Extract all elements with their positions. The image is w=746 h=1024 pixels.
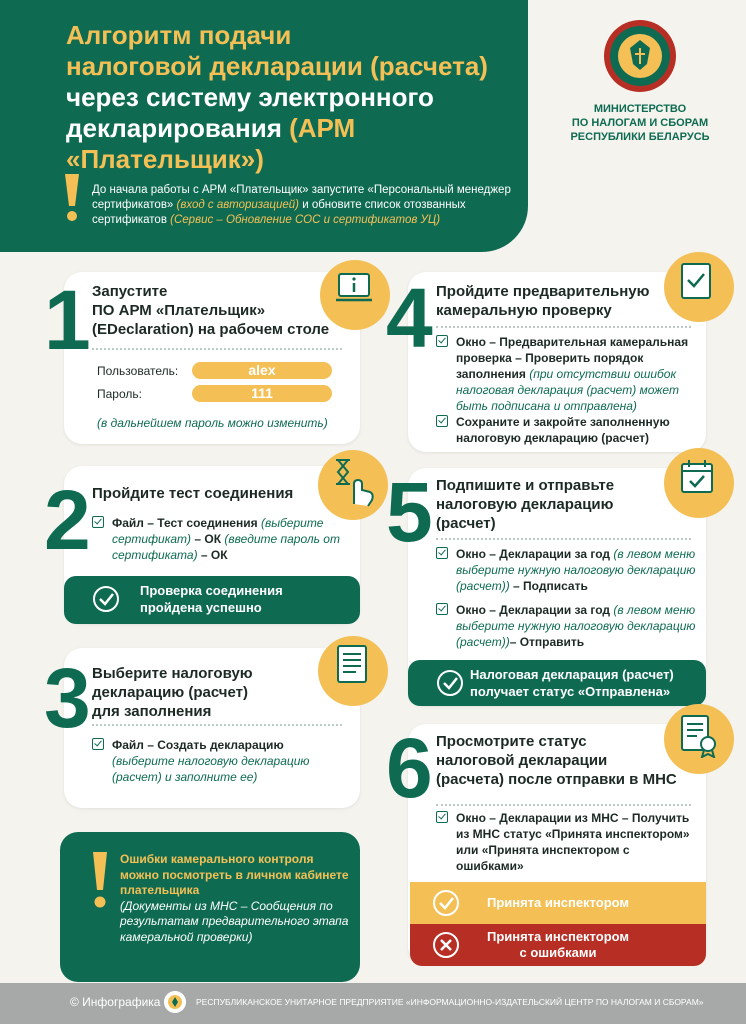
divider: [92, 348, 342, 350]
step-1-number: 1: [44, 273, 91, 367]
ministry-logo-block: [560, 18, 720, 144]
checkbox-icon: [436, 603, 448, 615]
step-5-icon-bg: [664, 448, 734, 518]
status-accepted: Принята инспектором: [410, 882, 706, 924]
exclamation-icon: [88, 850, 112, 910]
password-label: Пароль:: [97, 387, 142, 401]
step-2-title: Пройдите тест соединения: [92, 485, 294, 502]
warning-box: Ошибки камерального контроля можно посмотреть в личном кабинете плательщика (Документы из МНС – Сообщения по результатам предварительного этапа камеральной проверки): [60, 832, 360, 982]
username-value: alex: [192, 362, 332, 379]
step-5-item-1: Окно – Декларации за год (в левом меню выберите нужную налоговую декларацию (расчет)) – Подписать: [456, 546, 696, 594]
hourglass-hand-icon: [332, 458, 376, 508]
title-line-4b: (АРМ «Плательщик»): [66, 113, 356, 174]
checkbox-icon: [92, 516, 104, 528]
step-6-number: 6: [386, 721, 433, 815]
step-2-success-banner: Проверка соединения пройдена успешно: [64, 576, 360, 624]
title-line-2: налоговой декларации (расчета): [66, 51, 488, 81]
exclamation-icon: [60, 172, 84, 222]
title-line-4a: декларирования: [66, 113, 290, 143]
title-line-3: через систему электронного: [66, 82, 434, 112]
laptop-info-icon: [334, 268, 374, 308]
publisher-logo-icon: [164, 991, 186, 1013]
checkbox-icon: [436, 335, 448, 347]
step-3-number: 3: [44, 651, 91, 745]
footer: [0, 983, 746, 1024]
step-4-item-2: Сохраните и закройте заполненную налоговую декларацию (расчет): [456, 414, 696, 446]
password-hint: (в дальнейшем пароль можно изменить): [97, 416, 328, 430]
divider: [436, 538, 691, 540]
checkbox-icon: [436, 547, 448, 559]
step-2-number: 2: [44, 473, 91, 567]
step-1-icon-bg: [320, 260, 390, 330]
checkbox-icon: [92, 738, 104, 750]
status-accepted-with-errors: Принята инспектором с ошибками: [410, 924, 706, 966]
header-note: До начала работы с АРМ «Плательщик» запустите «Персональный менеджер сертификатов» (вход с авторизацией) и обновите список отозванных сертификатов (Сервис – Обновление СОС и сертификатов УЦ): [92, 184, 511, 226]
step-4-number: 4: [386, 271, 433, 365]
check-circle-icon: [436, 669, 464, 697]
password-value: 111: [192, 385, 332, 402]
step-1-title: Запустите ПО АРМ «Плательщик» (EDeclaration) на рабочем столе: [92, 283, 330, 338]
step-4-title: Пройдите предварительную камеральную проверку: [436, 283, 650, 319]
step-3-item: Файл – Создать декларацию (выберите налоговую декларацию (расчет) и заполните ее): [112, 737, 342, 785]
step-4-item-1: Окно – Предварительная камеральная проверка – Проверить порядок заполнения (при отсутствии ошибок налоговая декларация (расчет) может быть подписана и отправлена): [456, 334, 696, 414]
ministry-emblem-icon: [602, 18, 678, 94]
step-5-status-banner: Налоговая декларация (расчет) получает статус «Отправлена»: [408, 660, 706, 706]
checkbox-icon: [436, 811, 448, 823]
publisher-name: РЕСПУБЛИКАНСКОЕ УНИТАРНОЕ ПРЕДПРИЯТИЕ «ИНФОРМАЦИОННО-ИЗДАТЕЛЬСКИЙ ЦЕНТР ПО НАЛОГАМ И СБОРАМ»: [196, 997, 704, 1007]
step-2-icon-bg: [318, 450, 388, 520]
copyright: © Инфографика: [70, 995, 161, 1009]
step-2-item: Файл – Тест соединения (выберите сертификат) – ОК (введите пароль от сертификата) – ОК: [112, 515, 342, 563]
step-6-icon-bg: [664, 704, 734, 774]
step-6-title: Просмотрите статус налоговой декларации (расчета) после отправки в МНС: [436, 733, 677, 788]
step-3-icon-bg: [318, 636, 388, 706]
checkbox-icon: [436, 415, 448, 427]
step-5-title: Подпишите и отправьте налоговую декларацию (расчет): [436, 477, 615, 532]
username-label: Пользователь:: [97, 364, 179, 378]
step-3-title: Выберите налоговую декларацию (расчет) для заполнения: [92, 665, 253, 720]
checklist-icon: [678, 260, 718, 304]
step-5-number: 5: [386, 465, 433, 559]
document-icon: [332, 644, 372, 688]
title-line-1: Алгоритм подачи: [66, 20, 292, 50]
check-circle-icon: [92, 585, 120, 613]
calendar-check-icon: [678, 456, 718, 500]
divider: [436, 326, 691, 328]
step-5-item-2: Окно – Декларации за год (в левом меню выберите нужную налоговую декларацию (расчет))– Отправить: [456, 602, 696, 650]
document-seal-icon: [678, 712, 720, 758]
step-4-icon-bg: [664, 252, 734, 322]
divider: [436, 804, 691, 806]
page-title: [66, 20, 521, 175]
ministry-name: МИНИСТЕРСТВО ПО НАЛОГАМ И СБОРАМ РЕСПУБЛИКИ БЕЛАРУСЬ: [570, 103, 710, 143]
divider: [92, 724, 342, 726]
header-panel: [0, 0, 528, 252]
step-6-item: Окно – Декларации из МНС – Получить из МНС статус «Принята инспектором» или «Принята инспектором с ошибками»: [456, 810, 696, 874]
